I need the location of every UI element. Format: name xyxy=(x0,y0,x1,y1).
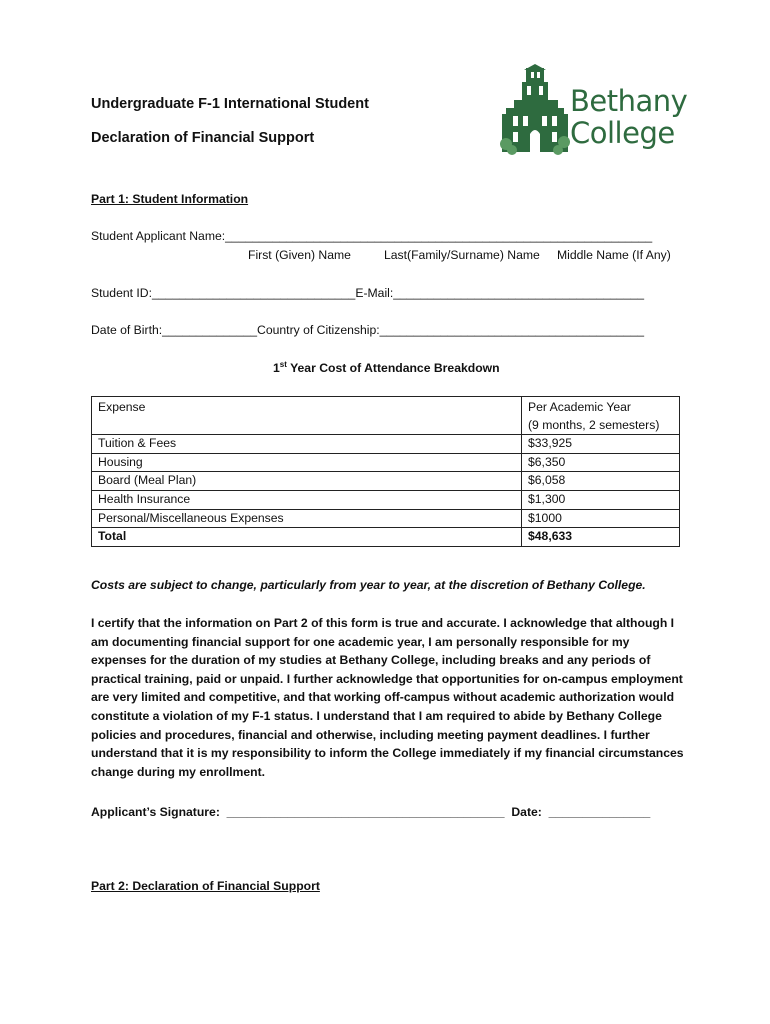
caption-number: 1 xyxy=(273,361,280,376)
table-header-row xyxy=(92,397,680,435)
expense-label: Housing xyxy=(92,453,522,472)
expense-label: Health Insurance xyxy=(92,490,522,509)
date-label: Date: xyxy=(511,805,542,819)
bethany-college-logo xyxy=(500,64,688,156)
dob-country-row xyxy=(91,323,644,337)
email-field[interactable]: _____________________________________ xyxy=(393,286,645,300)
expense-value: $1,300 xyxy=(522,490,680,509)
dob-label: Date of Birth: xyxy=(91,323,163,337)
name-hint-middle: Middle Name (If Any) xyxy=(557,248,671,262)
expense-label: Personal/Miscellaneous Expenses xyxy=(92,509,522,528)
signature-row xyxy=(91,805,650,819)
caption-text: Year Cost of Attendance Breakdown xyxy=(286,361,500,376)
table-row xyxy=(92,472,680,491)
expense-value: $1000 xyxy=(522,509,680,528)
header-per-year-line1: Per Academic Year xyxy=(528,400,631,414)
signature-label: Applicant’s Signature: xyxy=(91,805,220,819)
cost-change-notice: Costs are subject to change, particularly from year to year, at the discretion of Bethany College. xyxy=(91,578,646,592)
name-hint-first: First (Given) Name xyxy=(248,248,351,262)
expense-value: $6,058 xyxy=(522,472,680,491)
student-name-row xyxy=(91,229,652,243)
logo-text-bethany: Bethany xyxy=(570,84,688,118)
form-title-line2: Declaration of Financial Support xyxy=(91,130,315,146)
signature-field[interactable]: _________________________________________ xyxy=(226,805,505,819)
date-field[interactable]: _______________ xyxy=(548,805,651,819)
email-label: E-Mail: xyxy=(355,286,394,300)
expense-label: Board (Meal Plan) xyxy=(92,472,522,491)
header-expense: Expense xyxy=(92,397,522,435)
part2-heading: Part 2: Declaration of Financial Support xyxy=(91,879,320,893)
total-label: Total xyxy=(92,528,522,547)
form-title-line1: Undergraduate F-1 International Student xyxy=(91,96,369,112)
expense-value: $6,350 xyxy=(522,453,680,472)
student-name-label: Student Applicant Name: xyxy=(91,229,226,243)
bethany-tower-logo-icon xyxy=(500,64,570,156)
cost-of-attendance-table xyxy=(91,396,680,547)
name-hint-last: Last(Family/Surname) Name xyxy=(384,248,540,262)
logo-text-college: College xyxy=(570,116,675,150)
cost-table-caption xyxy=(273,360,500,375)
student-name-field[interactable]: _______________________________________________________________ xyxy=(225,229,653,243)
table-row xyxy=(92,490,680,509)
header-per-year xyxy=(522,397,680,435)
student-id-email-row xyxy=(91,286,644,300)
table-row xyxy=(92,509,680,528)
country-field[interactable]: _______________________________________ xyxy=(379,323,645,337)
expense-value: $33,925 xyxy=(522,435,680,454)
table-row xyxy=(92,453,680,472)
student-id-label: Student ID: xyxy=(91,286,152,300)
dob-field[interactable]: ______________ xyxy=(162,323,258,337)
certification-paragraph: I certify that the information on Part 2 of this form is true and accurate. I acknowledge that although I am documenting financial support for one academic year, I am personally responsible for my expenses for the duration of my studies at Bethany College, including breaks and any periods of practical training, paid or unpaid. I further acknowledge that opportunities for on-campus employment are very limited and competitive, and that working off-campus without academic authorization would constitute a violation of my F-1 status. I understand that I am required to abide by Bethany College policies and procedures, financial and otherwise, including meeting payment deadlines. I further understand that it is my responsibility to inform the College immediately if my financial circumstances change during my enrollment. xyxy=(91,616,684,779)
table-row xyxy=(92,435,680,454)
country-label: Country of Citizenship: xyxy=(257,323,380,337)
table-total-row xyxy=(92,528,680,547)
expense-label: Tuition & Fees xyxy=(92,435,522,454)
student-id-field[interactable]: ______________________________ xyxy=(151,286,356,300)
part1-heading: Part 1: Student Information xyxy=(91,192,249,206)
total-value: $48,633 xyxy=(522,528,680,547)
header-per-year-line2: (9 months, 2 semesters) xyxy=(528,417,660,432)
caption-ordinal: st xyxy=(279,360,287,369)
